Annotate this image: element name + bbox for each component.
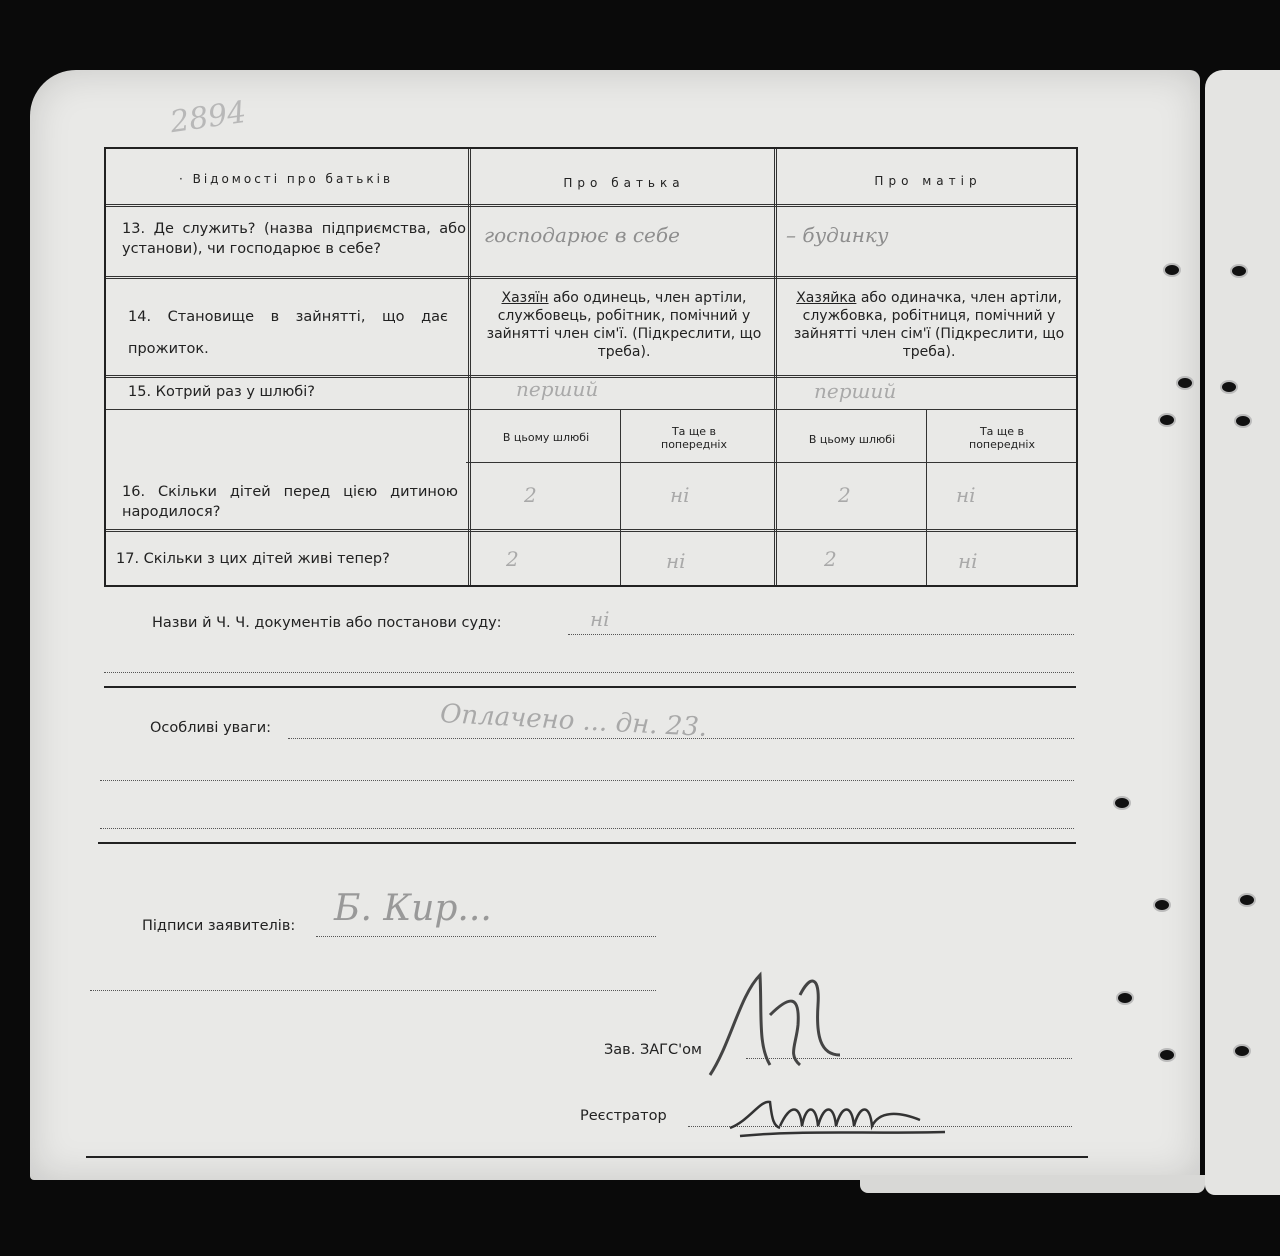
remarks-label: Особливі уваги: [150,720,272,736]
q13-father-answer: господарює в себе [484,223,680,247]
section-divider [104,686,1076,688]
section-divider [98,842,1076,844]
mother-this-marriage-header: В цьому шлюбі [808,433,896,446]
q17-father-this: 2 [506,547,519,571]
q15-mother-answer: перший [814,379,897,403]
question-16: 16. Скільки дітей перед цією дитиною народилося? [122,484,458,520]
question-13: 13. Де служить? (назва підприємства, або установи), чи господарює в себе? [122,221,466,257]
question-17: 17. Скільки з цих дітей живі тепер? [116,551,390,567]
father-previous-header: Та ще в попередніх [661,425,727,451]
punch-hole [1155,900,1169,910]
question-14: 14. Становище в зайнятті, що дає прожиток. [128,309,448,357]
punch-hole [1240,895,1254,905]
q17-mother-previous: ні [958,549,978,573]
q16-mother-previous: ні [956,483,976,507]
next-page-edge [1205,70,1280,1195]
documents-value: ні [590,607,610,631]
question-15: 15. Котрий раз у шлюбі? [128,384,315,400]
signatures-label: Підписи заявителів: [142,918,296,934]
page-bottom-edge [860,1175,1205,1193]
header-parents-info: · Відомості про батьків [178,172,394,186]
q17-father-previous: ні [666,549,686,573]
zags-head-label: Зав. ЗАГС'ом [604,1042,702,1058]
punch-hole [1115,798,1129,808]
registrar-signature [720,1090,950,1150]
q14-father-underlined: Хазяїн [501,290,549,306]
punch-hole [1236,416,1250,426]
q16-father-previous: ні [670,483,690,507]
registrar-label: Реєстратор [580,1108,667,1124]
punch-hole [1232,266,1246,276]
documents-label: Назви й Ч. Ч. документів або постанови суду: [152,615,502,631]
punch-hole [1235,1046,1249,1056]
pencil-number: 2894 [167,94,249,141]
q14-mother-options-text: або одиначка, член артіли, службовка, робітниця, помічний у зайнятті член сім'ї (Підкреслити, що треба). [793,290,1065,360]
father-this-marriage-header: В цьому шлюбі [502,431,590,444]
remarks-value: Оплачено ... дн. 23. [439,699,708,743]
punch-hole [1165,265,1179,275]
q14-mother-underlined: Хазяйка [796,290,857,306]
applicant-signature: Б. Кир... [334,888,492,929]
q14-father-options [482,289,766,361]
punch-hole [1160,1050,1174,1060]
header-mother: Про матір [874,174,982,188]
parents-info-table [104,147,1078,587]
zags-head-signature [700,955,850,1085]
q14-mother-options [788,289,1070,361]
punch-hole [1118,993,1132,1003]
q13-mother-answer: – будинку [786,223,889,247]
q15-father-answer: перший [516,377,599,401]
punch-hole [1178,378,1192,388]
header-father: Про батька [563,176,685,190]
q17-mother-this: 2 [824,547,837,571]
punch-hole [1160,415,1174,425]
bottom-rule [86,1156,1088,1158]
punch-hole [1222,382,1236,392]
q16-father-this: 2 [524,483,537,507]
q14-father-options-text: або одинець, член артіли, службовець, робітник, помічний у зайнятті член сім'ї. (Підкреслити, що треба). [486,290,762,360]
q16-mother-this: 2 [838,483,851,507]
mother-previous-header: Та ще в попередніх [969,425,1035,451]
